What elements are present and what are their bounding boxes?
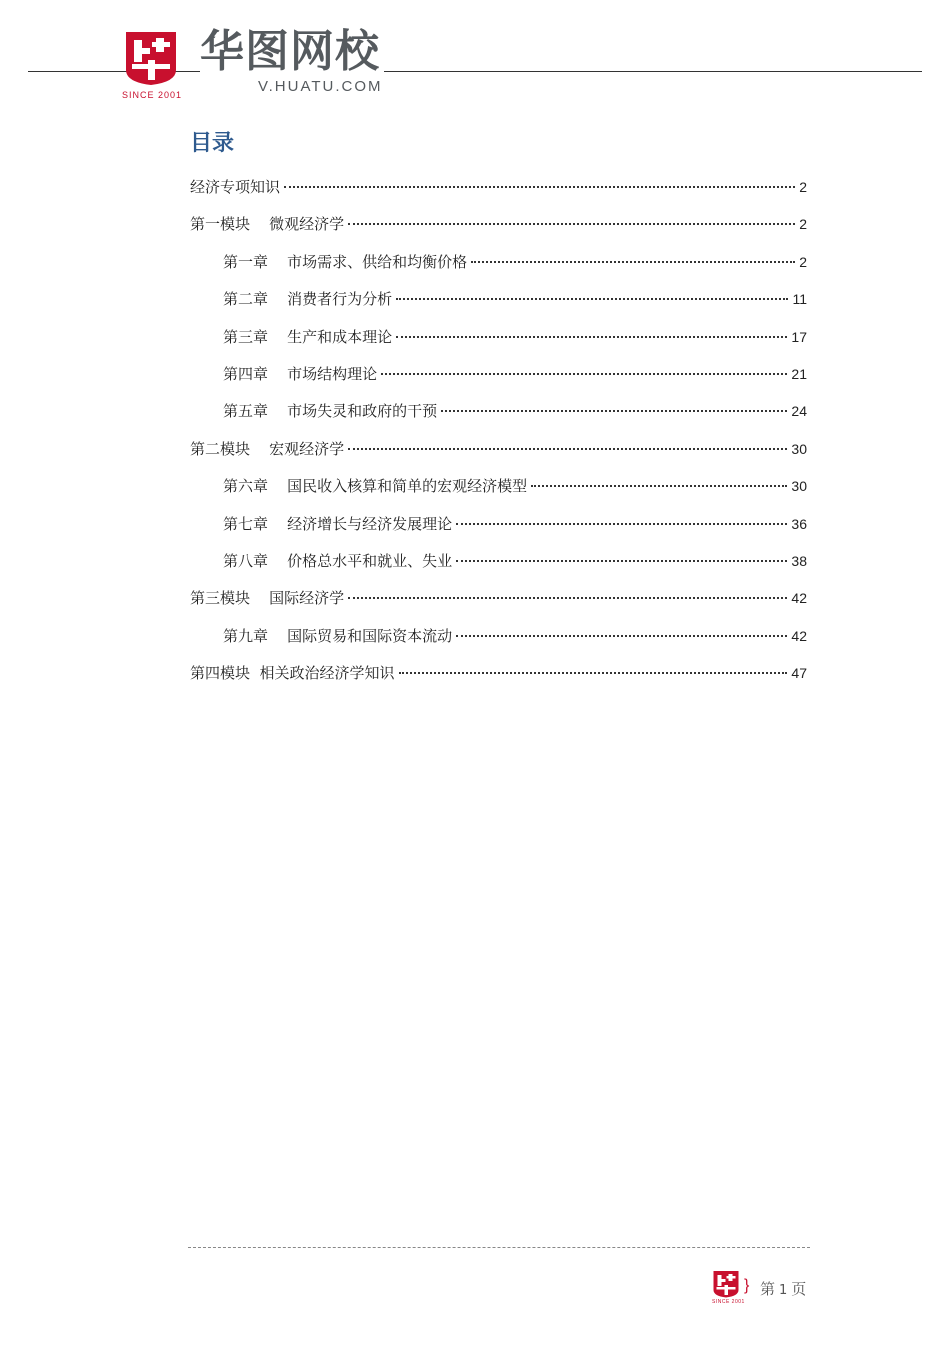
page-header [0,0,950,110]
toc-entry-page: 24 [791,403,807,420]
footer-since-label: SINCE 2001 [712,1299,745,1305]
toc-leader-dots [396,336,787,338]
huatu-logo-icon [122,30,180,86]
toc-entry-label: 第六章 国民收入核算和简单的宏观经济模型 [223,477,528,496]
toc-entry-label: 经济专项知识 [190,178,281,196]
toc-entry[interactable] [190,251,807,288]
toc-entry-page: 42 [791,590,807,607]
toc-title: 目录 [190,131,235,156]
toc-leader-dots [456,635,787,637]
brand-name: 华图网校 [200,26,384,78]
toc-entry-page: 36 [791,515,807,532]
page-prefix: 第 [760,1280,776,1298]
toc-entry-page: 17 [791,328,807,345]
toc-entry[interactable] [190,662,807,699]
toc-entry-label: 第四章 市场结构理论 [223,364,378,383]
toc-entry-page: 30 [791,478,807,495]
toc-entry-label: 第八章 价格总水平和就业、失业 [223,551,453,570]
toc-entry-label: 第一模块 微观经济学 [190,215,345,234]
toc-entry-label: 第四模块 相关政治经济学知识 [190,664,395,683]
toc-entry-label: 第二章 消费者行为分析 [223,290,393,309]
toc-entry[interactable] [190,213,807,250]
toc-entry-page: 11 [792,291,807,308]
toc-entry-label: 第二模块 宏观经济学 [190,439,345,458]
toc-entry-page: 30 [791,440,807,457]
toc-entry[interactable] [190,176,807,213]
toc-leader-dots [531,485,787,487]
toc-leader-dots [348,597,787,599]
toc-entry-label: 第五章 市场失灵和政府的干预 [223,402,438,421]
footer-brace: } [744,1277,750,1294]
toc-entry[interactable] [190,438,807,475]
toc-leader-dots [348,223,795,225]
toc-entry[interactable] [190,587,807,624]
toc-entry-page: 42 [791,627,807,644]
toc-entry-page: 38 [791,552,807,569]
toc-entry[interactable] [190,625,807,662]
table-of-contents [190,176,807,699]
toc-leader-dots [396,298,788,300]
toc-entry[interactable] [190,400,807,437]
toc-entry-label: 第九章 国际贸易和国际资本流动 [223,626,453,645]
footer-rule [188,1247,810,1248]
page-number-value: 1 [779,1283,788,1298]
toc-entry-page: 2 [799,216,807,233]
toc-entry[interactable] [190,475,807,512]
page-suffix: 页 [791,1280,807,1298]
toc-entry[interactable] [190,288,807,325]
toc-leader-dots [284,186,795,188]
toc-entry-page: 47 [791,665,807,682]
toc-entry-page: 2 [799,253,807,270]
toc-entry[interactable] [190,363,807,400]
toc-entry[interactable] [190,326,807,363]
toc-leader-dots [381,373,787,375]
toc-leader-dots [399,672,788,674]
toc-entry-label: 第三模块 国际经济学 [190,589,345,608]
brand-url: V.HUATU.COM [258,78,383,95]
toc-entry-page: 21 [791,365,807,382]
toc-entry-label: 第一章 市场需求、供给和均衡价格 [223,252,468,271]
toc-leader-dots [441,410,787,412]
toc-entry-page: 2 [799,179,807,195]
toc-entry[interactable] [190,513,807,550]
page-number [760,1278,806,1299]
toc-entry[interactable] [190,550,807,587]
toc-leader-dots [348,448,787,450]
toc-leader-dots [456,523,787,525]
toc-entry-label: 第三章 生产和成本理论 [223,327,393,346]
toc-leader-dots [456,560,787,562]
since-label: SINCE 2001 [122,90,183,100]
toc-entry-label: 第七章 经济增长与经济发展理论 [223,514,453,533]
toc-leader-dots [471,261,795,263]
footer-logo-icon [711,1270,741,1298]
